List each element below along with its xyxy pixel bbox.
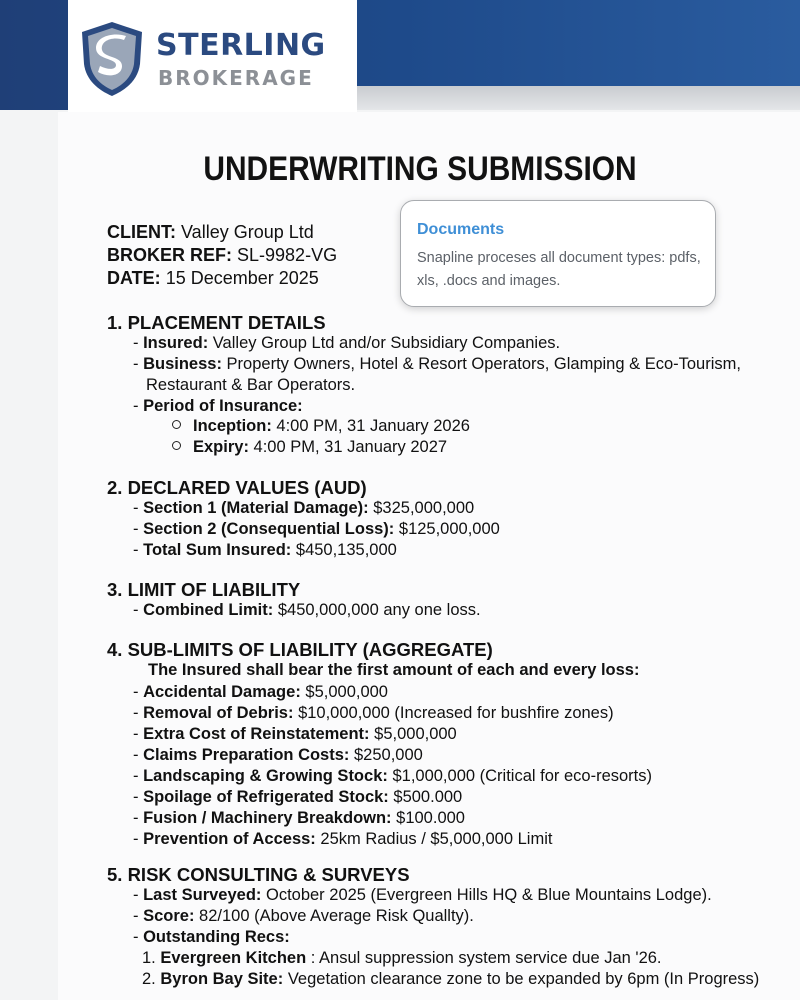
list-item: - Prevention of Access: 25km Radius / $5,000,000 Limit bbox=[133, 830, 553, 848]
brand-subtitle: BROKERAGE bbox=[158, 66, 314, 90]
documents-card-title: Documents bbox=[417, 221, 505, 238]
list-item bbox=[142, 970, 759, 989]
sublimit-label: Fusion / Machinery Breakdown: bbox=[143, 809, 392, 827]
rec-value: Vegetation clearance zone to be expanded by 6pm (In Progress) bbox=[287, 970, 760, 988]
list-item: - Claims Preparation Costs: $250,000 bbox=[133, 746, 423, 764]
business-label: Business: bbox=[143, 355, 222, 373]
sublimit-value: 25km Radius / $5,000,000 Limit bbox=[320, 830, 553, 848]
list-item: - Accidental Damage: $5,000,000 bbox=[133, 683, 388, 701]
list-item: - Removal of Debris: $10,000,000 (Increased for bushfire zones) bbox=[133, 704, 614, 722]
combined-value: $450,000,000 any one loss. bbox=[277, 601, 481, 619]
sublimit-label: Accidental Damage: bbox=[143, 683, 301, 701]
list-item bbox=[142, 949, 662, 968]
rec-label: Byron Bay Site: bbox=[160, 970, 284, 988]
inception-line bbox=[172, 417, 470, 436]
expiry-value: 4:00 PM, 31 January 2027 bbox=[253, 438, 448, 456]
surveyed-value: October 2025 (Evergreen Hills HQ & Blue Mountains Lodge). bbox=[265, 886, 712, 904]
combined-label: Combined Limit: bbox=[143, 601, 274, 619]
surveyed-label: Last Surveyed: bbox=[143, 886, 262, 904]
section-sublimits-heading: 4. SUB-LIMITS OF LIABILITY (AGGREGATE) bbox=[107, 639, 493, 660]
list-item: - Extra Cost of Reinstatement: $5,000,000 bbox=[133, 725, 457, 743]
rec-number: 1. bbox=[142, 949, 156, 967]
section-risk-heading: 5. RISK CONSULTING & SURVEYS bbox=[107, 864, 410, 885]
client-value: Valley Group Ltd bbox=[181, 222, 314, 242]
circle-bullet-icon bbox=[172, 441, 181, 450]
section2-label: Section 2 (Consequential Loss): bbox=[143, 520, 395, 538]
section2-value-line: - Section 2 (Consequential Loss): $125,000,000 bbox=[133, 520, 500, 538]
section-declared-values-heading: 2. DECLARED VALUES (AUD) bbox=[107, 477, 367, 498]
rec-label: Evergreen Kitchen bbox=[160, 949, 307, 967]
brand-name: STERLING bbox=[156, 28, 326, 63]
insured-label: Insured: bbox=[143, 334, 209, 352]
submission-meta bbox=[107, 221, 337, 290]
section1-label: Section 1 (Material Damage): bbox=[143, 499, 369, 517]
shield-logo-icon bbox=[80, 20, 144, 98]
score-label: Score: bbox=[143, 907, 195, 925]
expiry-line bbox=[172, 438, 447, 457]
section-limit-heading: 3. LIMIT OF LIABILITY bbox=[107, 579, 301, 600]
rec-value: : Ansul suppression system service due Jan '26. bbox=[306, 949, 662, 967]
sublimit-label: Prevention of Access: bbox=[143, 830, 316, 848]
sublimit-label: Landscaping & Growing Stock: bbox=[143, 767, 388, 785]
date-value: 15 December 2025 bbox=[165, 268, 319, 288]
combined-limit-line: - Combined Limit: $450,000,000 any one loss. bbox=[133, 601, 481, 619]
sublimit-label: Removal of Debris: bbox=[143, 704, 294, 722]
recs-label: Outstanding Recs: bbox=[143, 928, 290, 946]
broker-ref-row bbox=[107, 244, 337, 267]
list-item: - Fusion / Machinery Breakdown: $100.000 bbox=[133, 809, 465, 827]
insured-line: - Insured: Valley Group Ltd and/or Subsidiary Companies. bbox=[133, 334, 561, 352]
sublimits-intro: The Insured shall bear the first amount of each and every loss: bbox=[148, 661, 640, 679]
circle-bullet-icon bbox=[172, 420, 181, 429]
sublimit-label: Claims Preparation Costs: bbox=[143, 746, 350, 764]
sublimit-value: $5,000,000 bbox=[305, 683, 388, 701]
period-label: Period of Insurance: bbox=[143, 397, 303, 415]
client-label: CLIENT: bbox=[107, 222, 176, 242]
header-strip bbox=[357, 86, 800, 110]
sublimit-value: $5,000,000 bbox=[374, 725, 457, 743]
last-surveyed-line: - Last Surveyed: October 2025 (Evergreen Hills HQ & Blue Mountains Lodge). bbox=[133, 886, 712, 904]
score-value: 82/100 (Above Average Risk Quallty). bbox=[199, 907, 474, 925]
broker-ref-label: BROKER REF: bbox=[107, 245, 232, 265]
section1-value: $325,000,000 bbox=[373, 499, 475, 517]
insured-value: Valley Group Ltd and/or Subsidiary Companies. bbox=[212, 334, 561, 352]
inception-label: Inception: bbox=[193, 417, 272, 435]
client-row bbox=[107, 221, 337, 244]
inception-value: 4:00 PM, 31 January 2026 bbox=[276, 417, 470, 435]
sublimit-value: $500.000 bbox=[393, 788, 463, 806]
score-line: - Score: 82/100 (Above Average Risk Quallty). bbox=[133, 907, 474, 925]
sublimit-value: $100.000 bbox=[396, 809, 465, 827]
business-line: - Business: Property Owners, Hotel & Resort Operators, Glamping & Eco-Tourism, bbox=[133, 355, 741, 373]
sublimit-label: Spoilage of Refrigerated Stock: bbox=[143, 788, 389, 806]
section1-value-line: - Section 1 (Material Damage): $325,000,000 bbox=[133, 499, 475, 517]
sublimit-label: Extra Cost of Reinstatement: bbox=[143, 725, 370, 743]
document-title: UNDERWRITING SUBMISSION bbox=[203, 150, 637, 188]
total-label: Total Sum Insured: bbox=[143, 541, 292, 559]
expiry-label: Expiry: bbox=[193, 438, 249, 456]
sublimit-value: $10,000,000 (Increased for bushfire zones) bbox=[298, 704, 614, 722]
list-item: - Landscaping & Growing Stock: $1,000,000 (Critical for eco-resorts) bbox=[133, 767, 652, 785]
sublimit-value: $1,000,000 (Critical for eco-resorts) bbox=[392, 767, 652, 785]
list-item: - Spoilage of Refrigerated Stock: $500.000 bbox=[133, 788, 463, 806]
broker-ref-value: SL-9982-VG bbox=[237, 245, 338, 265]
business-cont-line: Restaurant & Bar Operators. bbox=[146, 376, 356, 394]
total-value: $450,135,000 bbox=[295, 541, 397, 559]
date-row bbox=[107, 267, 337, 290]
outstanding-recs-line: - Outstanding Recs: bbox=[133, 928, 290, 946]
rec-number: 2. bbox=[142, 970, 156, 988]
section-placement-heading: 1. PLACEMENT DETAILS bbox=[107, 312, 326, 333]
period-line: - Period of Insurance: bbox=[133, 397, 303, 415]
documents-tooltip-card bbox=[400, 200, 716, 307]
business-value: Property Owners, Hotel & Resort Operators, Glamping & Eco-Tourism, bbox=[226, 355, 741, 373]
total-sum-line: - Total Sum Insured: $450,135,000 bbox=[133, 541, 397, 559]
sublimit-value: $250,000 bbox=[354, 746, 423, 764]
documents-card-body: Snapline proceses all document types: pdfs, xls, .docs and images. bbox=[417, 250, 701, 289]
brand-logo bbox=[68, 0, 357, 112]
date-label: DATE: bbox=[107, 268, 161, 288]
section2-value: $125,000,000 bbox=[398, 520, 500, 538]
